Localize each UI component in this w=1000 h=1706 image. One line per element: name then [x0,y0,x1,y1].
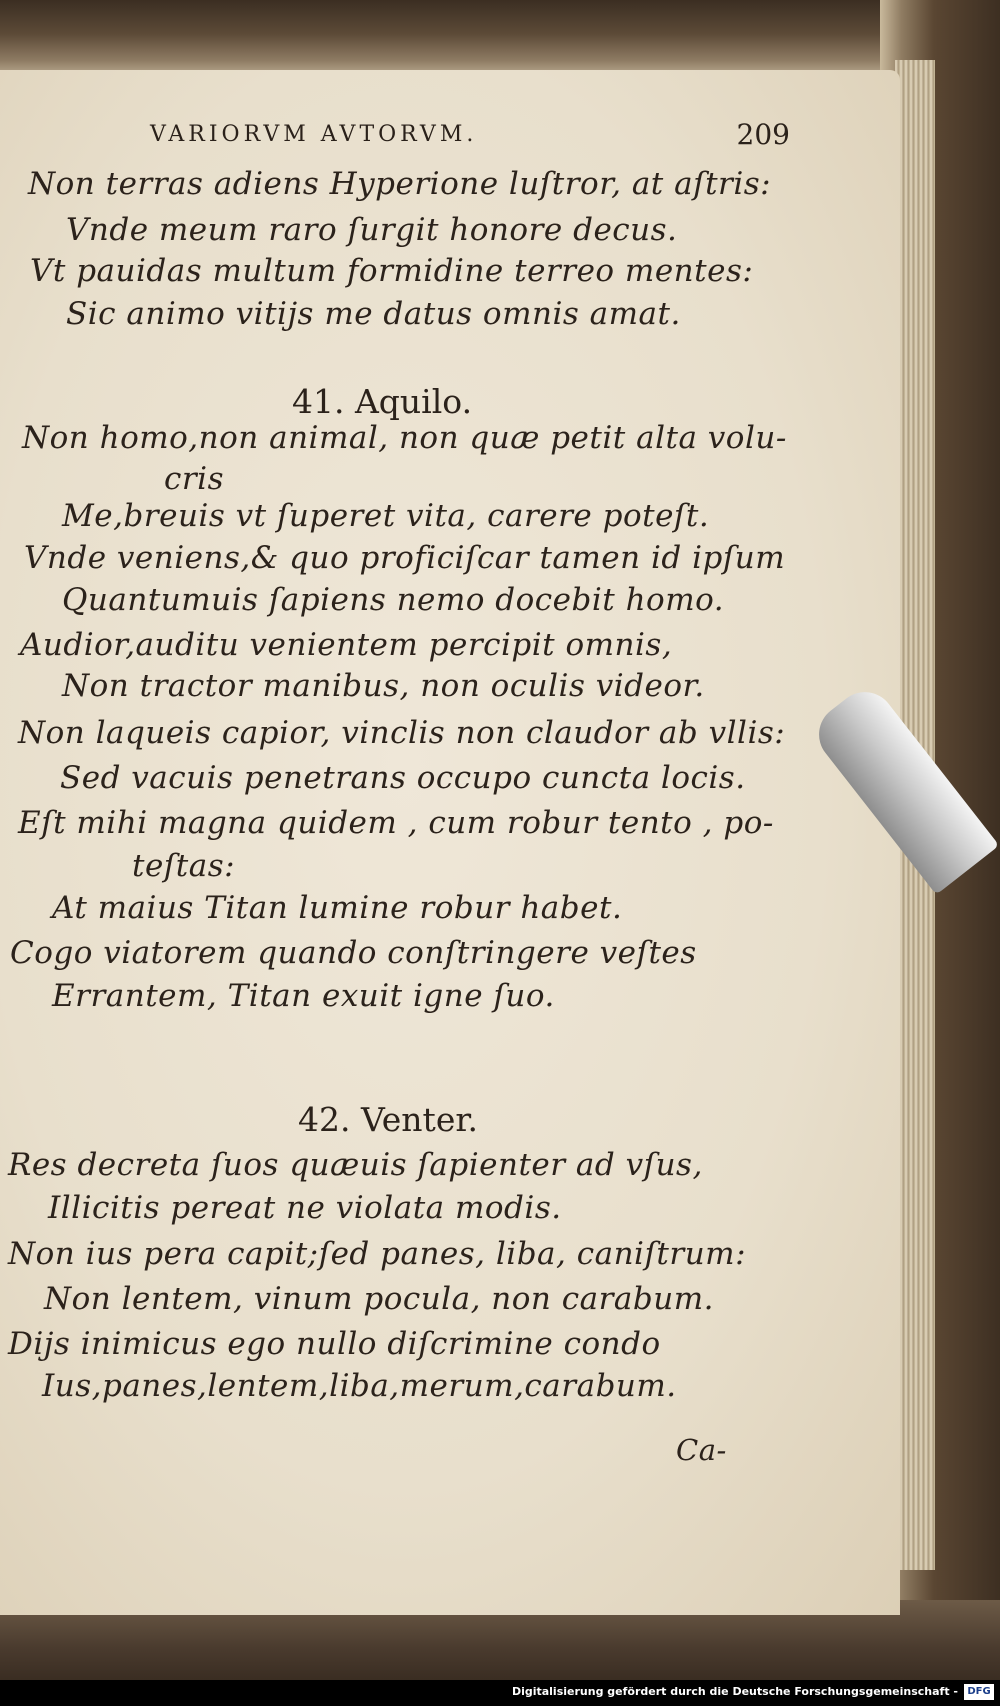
dfg-logo: DFG [964,1684,994,1700]
page-number: 209 [736,118,790,151]
verse-line: Cogo viatorem quando conſtringere veſtes [10,935,697,971]
catchword: Ca- [676,1433,727,1467]
riddle-heading-aquilo: 41. Aquilo. [292,382,473,421]
funding-credit: Digitalisierung gefördert durch die Deutsche Forschungsgemeinschaft - [511,1685,958,1698]
verse-line: Vnde veniens,& quo proficiſcar tamen id ipſum [24,540,786,576]
verse-line: Non lentem, vinum pocula, non carabum. [44,1281,714,1317]
verse-line: Vt pauidas multum formidine terreo mentes: [30,253,754,289]
verse-line: Res decreta ſuos quæuis ſapienter ad vſus, [8,1147,703,1183]
verse-line: Non terras adiens Hyperione luſtror, at aſtris: [28,166,772,202]
verse-line: Illicitis pereat ne violata modis. [48,1190,562,1226]
verse-line: Dijs inimicus ego nullo diſcrimine condo [8,1326,661,1362]
verse-line: Sic animo vitijs me datus omnis amat. [66,296,681,332]
verse-line: Non laqueis capior, vinclis non claudor ab vllis: [18,715,786,751]
riddle-heading-venter: 42. Venter. [298,1100,478,1139]
footer-bar [0,1680,1000,1706]
running-head-title: VARIORVM AVTORVM. [150,122,478,147]
verse-line: teſtas: [132,848,236,884]
verse-line: At maius Titan lumine robur habet. [52,890,623,926]
verse-line: Audior,auditu venientem percipit omnis, [20,627,673,663]
verse-line: Sed vacuis penetrans occupo cuncta locis. [60,760,746,796]
book-top-edge [0,0,1000,75]
verse-line: Non homo,non animal, non quæ petit alta volu- [22,420,787,456]
verse-line: Non tractor manibus, non oculis videor. [62,668,705,704]
verse-line: Ius,panes,lentem,liba,merum,carabum. [42,1368,677,1404]
running-head [150,118,790,151]
verse-line: Me,breuis vt ſuperet vita, carere poteſt. [62,498,710,534]
verse-line: Vnde meum raro ſurgit honore decus. [66,212,678,248]
verse-line: cris [164,461,225,497]
verse-line: Quantumuis ſapiens nemo docebit homo. [62,582,725,618]
verse-line: Errantem, Titan exuit igne ſuo. [52,978,555,1014]
verse-line: Eſt mihi magna quidem , cum robur tento , po- [18,805,774,841]
verse-line: Non ius pera capit;ſed panes, liba, caniſtrum: [8,1236,747,1272]
